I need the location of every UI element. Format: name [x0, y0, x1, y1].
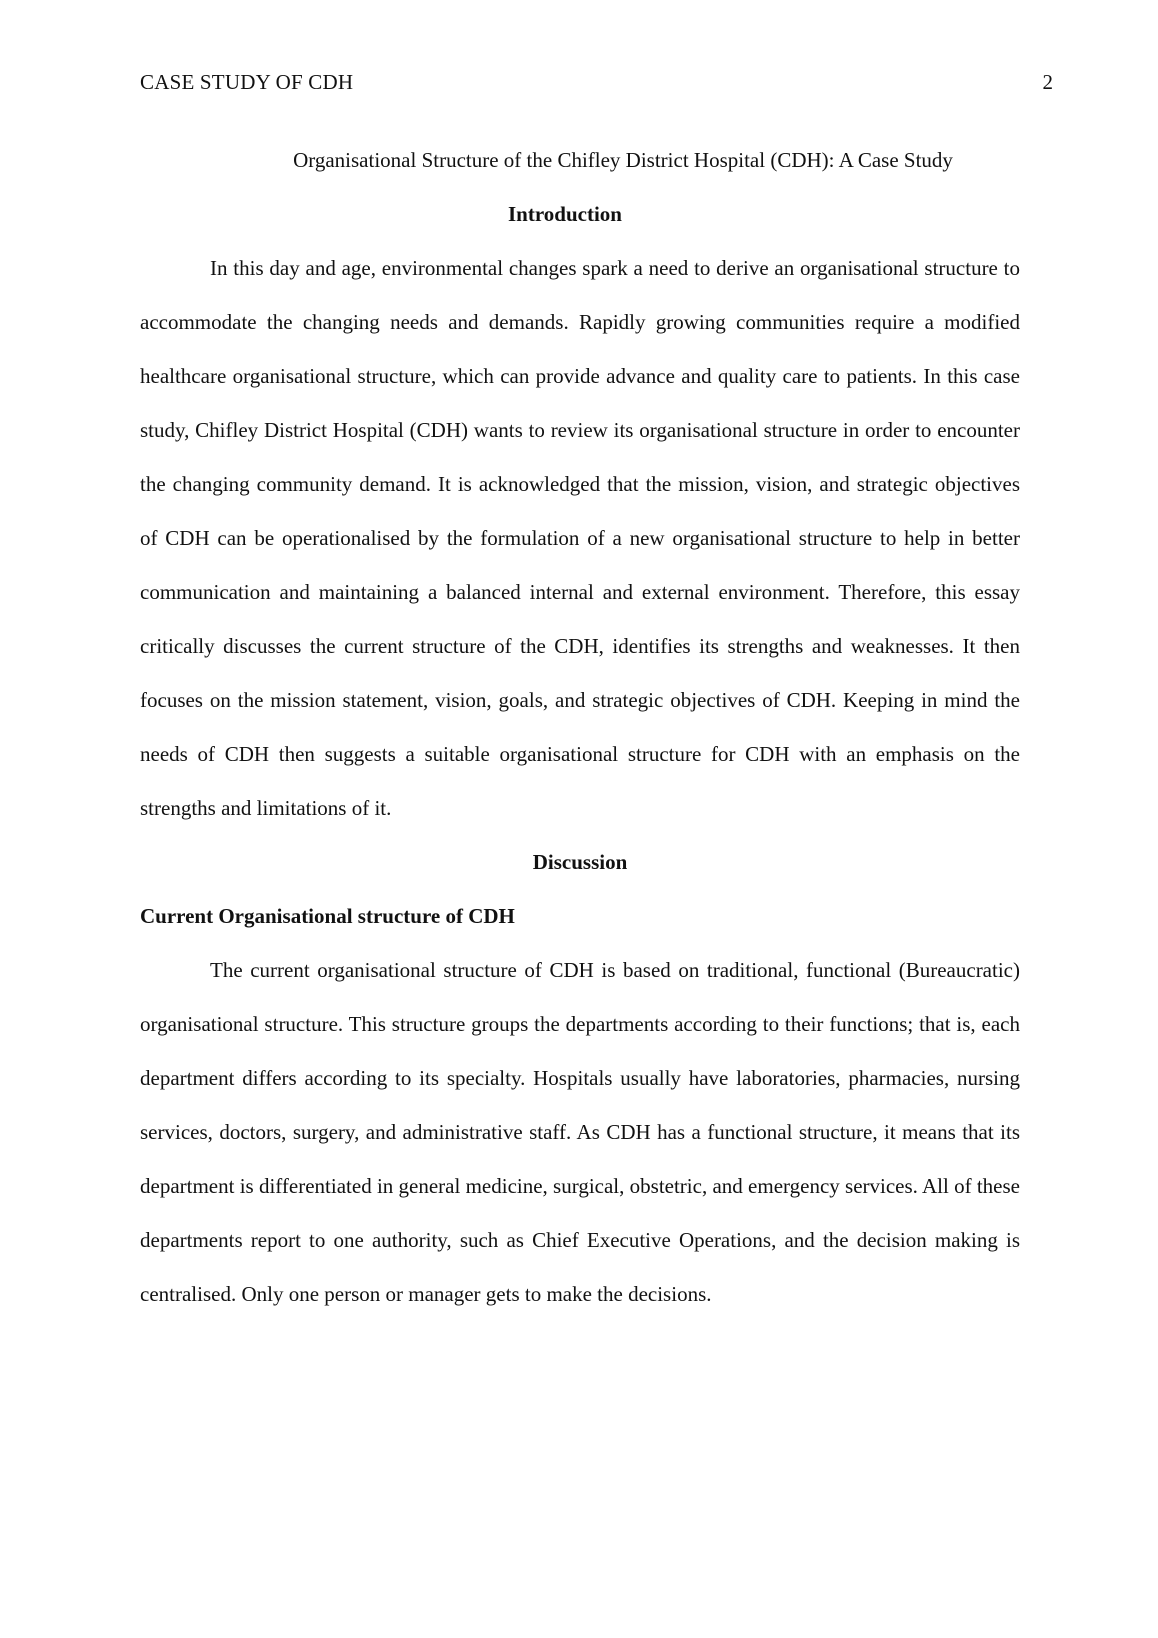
document-title: Organisational Structure of the Chifley District Hospital (CDH): A Case Study	[293, 148, 953, 172]
section-heading-introduction: Introduction	[508, 202, 622, 226]
introduction-paragraph: In this day and age, environmental changes spark a need to derive an organisational structure to accommodate the changing needs and demands. Rapidly growing communities require a modified healthcare organisational structure, which can provide advance and quality care to patients. In this case study, Chifley District Hospital (CDH) wants to review its organisational structure in order to encounter the changing community demand. It is acknowledged that the mission, vision, and strategic objectives of CDH can be operationalised by the formulation of a new organisational structure to help in better communication and maintaining a balanced internal and external environment. Therefore, this essay critically discusses the current structure of the CDH, identifies its strengths and weaknesses. It then focuses on the mission statement, vision, goals, and strategic objectives of CDH. Keeping in mind the needs of CDH then suggests a suitable organisational structure for CDH with an emphasis on the strengths and limitations of it.	[140, 256, 1020, 820]
running-head: CASE STUDY OF CDH	[140, 70, 354, 94]
current-structure-paragraph: The current organisational structure of CDH is based on traditional, functional (Bureaucratic) organisational structure. This structure groups the departments according to their functions; that is, each department differs according to its specialty. Hospitals usually have laboratories, pharmacies, nursing services, doctors, surgery, and administrative staff. As CDH has a functional structure, it means that its department is differentiated in general medicine, surgical, obstetric, and emergency services. All of these departments report to one authority, such as Chief Executive Operations, and the decision making is centralised. Only one person or manager gets to make the decisions.	[140, 958, 1020, 1306]
subheading-current-structure: Current Organisational structure of CDH	[140, 904, 515, 928]
section-heading-discussion: Discussion	[532, 850, 628, 874]
document-body	[140, 133, 1020, 1321]
page-number: 2	[1042, 70, 1053, 94]
